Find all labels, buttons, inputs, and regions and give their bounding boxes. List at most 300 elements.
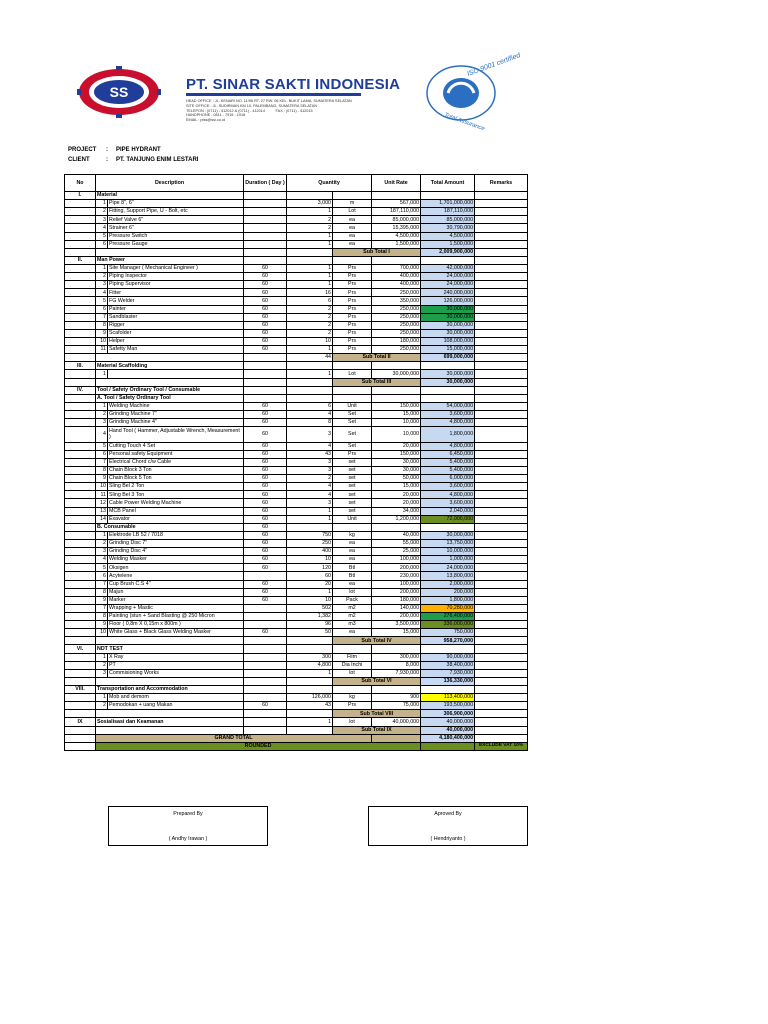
empty-cell [421,256,475,264]
total-amount-cell: 30,000,000 [421,531,475,539]
empty-cell [287,685,333,693]
total-amount-cell: 90,000,000 [421,653,475,661]
remarks-cell [475,305,528,313]
unit-rate-cell: 15,000 [372,410,421,418]
subtotal-label: Sub Total VIII [333,710,421,718]
unit-cell: Lot [333,370,372,378]
total-amount-cell: 30,790,000 [421,224,475,232]
section-number: III. [65,362,96,370]
unit-cell: m2 [333,604,372,612]
empty-cell [65,637,96,645]
duration-cell: 60 [244,442,287,450]
duration-cell: 60 [244,289,287,297]
empty-cell [372,362,421,370]
subtotal-amount: 2,009,900,000 [421,248,475,256]
total-amount-cell: 38,400,000 [421,661,475,669]
quantity-cell: 10 [287,596,333,604]
empty-cell [65,669,96,677]
remarks-cell [475,694,528,702]
unit-cell: Prs [333,281,372,289]
quantity-cell: 16 [287,289,333,297]
duration-cell: 60 [244,702,287,710]
empty-cell [65,539,96,547]
empty-cell [65,572,96,580]
quantity-cell: 1 [287,346,333,354]
duration-cell: 60 [244,346,287,354]
quantity-cell: 44 [287,354,333,362]
duration-cell [244,232,287,240]
item-number: 4 [96,289,108,297]
remarks-cell [475,458,528,466]
total-amount-cell: 1,500,000 [421,240,475,248]
empty-cell [333,386,372,394]
unit-cell: Dia Inchi [333,661,372,669]
empty-cell [65,629,96,637]
line-item-row [65,419,528,427]
line-item-row [65,702,528,710]
header-no: No [65,175,96,192]
item-description: Marker [108,596,244,604]
item-description: Pressure Gauge [108,240,244,248]
remarks-cell [475,346,528,354]
empty-cell [287,394,333,402]
empty-cell [65,621,96,629]
line-item-row [65,402,528,410]
remarks-cell [475,661,528,669]
total-amount-cell: 6,450,000 [421,450,475,458]
item-description: Cable Power Welding Machine [108,499,244,507]
unit-rate-cell: 3,500,000 [372,621,421,629]
item-number: 2 [96,661,108,669]
empty-cell [65,726,96,734]
empty-cell [287,192,333,200]
unit-cell: lot [333,588,372,596]
total-amount-cell: 1,800,000 [421,427,475,443]
subtotal-amount: 30,000,000 [421,378,475,386]
remarks-cell [475,507,528,515]
total-amount-cell: 2,000,000 [421,580,475,588]
grand-total-label: GRAND TOTAL [96,734,372,742]
unit-rate-cell: 250,000 [372,321,421,329]
duration-cell: 60 [244,273,287,281]
header-description: Description [96,175,244,192]
total-amount-cell: 3,600,000 [421,499,475,507]
unit-cell: Prs [333,337,372,345]
unit-cell: Prs [333,305,372,313]
item-number: 10 [96,337,108,345]
item-number: 3 [96,548,108,556]
line-item-row [65,305,528,313]
empty-cell [65,232,96,240]
item-description: Grinding Machine 7" [108,410,244,418]
address-line: HANDPHONE : 0811 - 7915 - 1918 [186,113,246,118]
unit-cell: ea [333,556,372,564]
line-item-row [65,224,528,232]
remarks-cell [475,710,528,718]
total-amount-cell: 336,000,000 [421,621,475,629]
duration-cell: 60 [244,475,287,483]
unit-rate-cell: 567,000 [372,200,421,208]
duration-cell [244,694,287,702]
quantity-cell [287,378,333,386]
unit-rate-cell: 30,000 [372,467,421,475]
unit-rate-cell: 10,000 [372,427,421,443]
duration-cell: 60 [244,491,287,499]
item-number: 4 [96,427,108,443]
section-title: Material [96,192,244,200]
item-description: Helper [108,337,244,345]
duration-cell: 60 [244,548,287,556]
grand-total-amount: 4,180,400,000 [421,734,475,742]
item-number: 7 [96,458,108,466]
empty-cell [287,256,333,264]
section-row [65,362,528,370]
unit-cell: ea [333,232,372,240]
unit-cell: set [333,507,372,515]
item-number: 6 [96,305,108,313]
subtotal-row [65,710,528,718]
item-description: Sandblaster [108,313,244,321]
line-item-row [65,264,528,272]
item-number: 8 [96,588,108,596]
item-number: 5 [96,442,108,450]
unit-rate-cell: 30,000,000 [372,370,421,378]
remarks-cell [475,442,528,450]
total-amount-cell: 193,500,000 [421,702,475,710]
item-description: Site Manager ( Mechanical Engineer ) [108,264,244,272]
section-number: VIII. [65,685,96,693]
item-description: Piping Inspector [108,273,244,281]
item-number: 1 [96,694,108,702]
unit-cell: ea [333,580,372,588]
empty-cell [65,273,96,281]
empty-cell [65,313,96,321]
unit-cell: m3 [333,621,372,629]
duration-cell: 60 [244,450,287,458]
line-item-row [65,694,528,702]
empty-cell [244,685,287,693]
line-item-row [65,580,528,588]
remarks-cell [475,313,528,321]
item-number: 2 [96,539,108,547]
duration-cell: 60 [244,523,287,531]
subtotal-label: Sub Total III [333,378,421,386]
unit-cell: kg [333,694,372,702]
duration-cell: 60 [244,297,287,305]
remarks-cell [475,224,528,232]
remarks-cell [475,450,528,458]
unit-rate-cell: 187,110,000 [372,208,421,216]
item-number: 4 [96,224,108,232]
duration-cell [244,208,287,216]
remarks-cell [475,321,528,329]
item-description: Painter [108,305,244,313]
item-number: 3 [96,281,108,289]
remarks-cell [475,329,528,337]
total-amount-cell: 200,000 [421,588,475,596]
prepared-by-name: ( Andhy Irawan ) [168,836,208,842]
item-number: 12 [96,499,108,507]
item-number: 3 [96,419,108,427]
empty-cell [421,386,475,394]
quantity-cell: 2 [287,475,333,483]
client-line: CLIENT : PT. TANJUNG ENIM LESTARI [68,157,199,163]
project-line: PROJECT : PIPE HYDRANT [68,147,161,153]
unit-cell: set [333,491,372,499]
empty-cell [65,200,96,208]
remarks-cell [475,572,528,580]
section-title: Man Power [96,256,244,264]
approved-by-box [368,806,528,846]
line-item-row [65,410,528,418]
unit-cell: Film [333,653,372,661]
quantity-cell: 43 [287,702,333,710]
unit-cell: Prs [333,346,372,354]
empty-cell [475,685,528,693]
iso-certification-badge [420,52,522,133]
remarks-cell [475,531,528,539]
remarks-cell [475,564,528,572]
remarks-cell [475,621,528,629]
unit-cell: ea [333,539,372,547]
unit-rate-cell: 400,000 [372,281,421,289]
empty-cell [65,491,96,499]
item-description: Relief Valve 6" [108,216,244,224]
unit-rate-cell: 20,000 [372,491,421,499]
item-description: Majun [108,588,244,596]
quantity-cell: 1 [287,281,333,289]
duration-cell: 60 [244,321,287,329]
empty-cell [65,653,96,661]
remarks-cell [475,467,528,475]
unit-cell: set [333,475,372,483]
remarks-cell [475,499,528,507]
quantity-cell: 1 [287,232,333,240]
unit-cell: Prs [333,450,372,458]
unit-cell: ea [333,240,372,248]
item-number: 1 [96,200,108,208]
total-amount-cell: 3,600,000 [421,410,475,418]
empty-cell [287,645,333,653]
iso-text: ISO 9001 certified [466,52,522,78]
unit-cell: Btl [333,572,372,580]
empty-cell [65,354,96,362]
item-description: Sling Bel 3 Ton [108,491,244,499]
line-item-row [65,588,528,596]
item-number: 6 [96,240,108,248]
unit-cell: Lot [333,208,372,216]
unit-rate-cell: 10,000 [372,419,421,427]
item-number: 1 [96,370,108,378]
unit-rate-cell: 100,000 [372,580,421,588]
total-amount-cell: 10,000,000 [421,548,475,556]
line-item-row [65,653,528,661]
remarks-cell [475,604,528,612]
empty-cell [65,216,96,224]
remarks-cell [475,629,528,637]
item-number: 2 [96,702,108,710]
total-amount-cell: 2,040,000 [421,507,475,515]
quantity-cell: 3,000 [287,200,333,208]
empty-cell [421,685,475,693]
item-description: Grinding Disc 4" [108,548,244,556]
empty-cell [65,394,96,402]
unit-cell: Btl [333,564,372,572]
unit-rate-cell: 400,000 [372,273,421,281]
unit-rate-cell: 20,000 [372,442,421,450]
line-item-row [65,427,528,443]
unit-cell: ea [333,548,372,556]
remarks-cell [475,726,528,734]
subtotal-row [65,354,528,362]
unit-rate-cell: 300,000 [372,653,421,661]
total-amount-cell: 24,000,000 [421,564,475,572]
item-number: 8 [96,321,108,329]
empty-cell [475,192,528,200]
item-description: Commisioning Works [108,669,244,677]
item-description: Oksigen [108,564,244,572]
duration-cell: 60 [244,427,287,443]
unit-rate-cell: 250,000 [372,289,421,297]
unit-rate-cell: 250,000 [372,329,421,337]
remarks-cell [475,491,528,499]
empty-cell [96,710,244,718]
empty-cell [65,556,96,564]
empty-cell [65,702,96,710]
client-value: PT. TANJUNG ENIM LESTARI [116,157,199,163]
line-item-row [65,661,528,669]
line-item-row [65,289,528,297]
empty-cell [421,523,475,531]
empty-cell [96,637,244,645]
item-description: Exavator [108,515,244,523]
empty-cell [96,354,244,362]
unit-cell: Unit [333,515,372,523]
empty-cell [333,685,372,693]
unit-cell: set [333,499,372,507]
item-number: 9 [96,621,108,629]
line-item-row [65,556,528,564]
item-number: 5 [96,297,108,305]
item-description: Chain Block 5 Ton [108,475,244,483]
quantity-cell: 1 [287,370,333,378]
item-description: Pressure Switch [108,232,244,240]
quantity-cell [287,726,333,734]
total-amount-cell: 24,000,000 [421,281,475,289]
empty-cell [244,378,287,386]
empty-cell [65,427,96,443]
quantity-cell: 1 [287,273,333,281]
total-amount-cell: 126,000,000 [421,297,475,305]
line-item-row [65,548,528,556]
empty-cell [475,645,528,653]
remarks-cell [475,419,528,427]
project-value: PIPE HYDRANT [116,147,161,153]
item-number: 8 [96,612,108,620]
header-total-amount: Total Amount [421,175,475,192]
duration-cell: 60 [244,596,287,604]
approved-by-name: ( Hendriyanto ) [430,836,466,842]
total-amount-cell: 15,000,000 [421,346,475,354]
quantity-cell [287,710,333,718]
unit-cell: lot [333,669,372,677]
empty-cell [65,531,96,539]
empty-cell [372,734,421,742]
subtotal-label: Sub Total IX [333,726,421,734]
empty-cell [65,402,96,410]
empty-cell [65,710,96,718]
empty-cell [287,523,333,531]
quantity-cell: 60 [287,572,333,580]
item-description: Hand Tool ( Hammer, Adjustable Wrench, Measurement ) [108,427,244,443]
empty-cell [244,256,287,264]
line-item-row [65,442,528,450]
subtotal-amount: 306,900,000 [421,710,475,718]
line-item-row [65,467,528,475]
line-item-row [65,507,528,515]
empty-cell [244,677,287,685]
total-amount-cell: 187,110,000 [421,208,475,216]
section-number: IX [65,718,96,726]
duration-cell: 60 [244,410,287,418]
remarks-cell [475,718,528,726]
total-amount-cell: 42,000,000 [421,264,475,272]
subsection-row [65,394,528,402]
line-item-row [65,450,528,458]
remarks-cell [475,232,528,240]
empty-cell [65,694,96,702]
quantity-cell: 2 [287,313,333,321]
duration-cell [244,653,287,661]
empty-cell [244,386,287,394]
empty-cell [65,208,96,216]
item-number: 8 [96,467,108,475]
unit-cell: ea [333,629,372,637]
item-description: Welding Machine [108,402,244,410]
empty-cell [372,523,421,531]
total-amount-cell: 54,000,000 [421,402,475,410]
line-item-row [65,612,528,620]
quantity-cell: 300 [287,653,333,661]
line-item-row [65,346,528,354]
duration-cell: 60 [244,467,287,475]
company-underline [186,93,361,96]
quantity-cell: 43 [287,450,333,458]
subsection-title: B. Consumable [96,523,244,531]
remarks-cell [475,402,528,410]
line-item-row [65,313,528,321]
duration-cell: 60 [244,281,287,289]
unit-cell: set [333,483,372,491]
unit-rate-cell: 250,000 [372,313,421,321]
item-number: 6 [96,450,108,458]
item-description: Welding Masker [108,556,244,564]
empty-cell [65,378,96,386]
item-description: Mob and demom [108,694,244,702]
quantity-cell: 120 [287,564,333,572]
item-description: Painting (stun + Sand Blasting @ 250 Micron [108,612,244,620]
total-amount-cell: 1,800,000 [421,596,475,604]
empty-cell [65,507,96,515]
unit-rate-cell: 7,930,000 [372,669,421,677]
empty-cell [65,661,96,669]
item-description: PT [108,661,244,669]
line-item-row [65,515,528,523]
project-label: PROJECT [68,147,97,153]
item-number: 3 [96,216,108,224]
section-row [65,386,528,394]
header-quantity: Quantity [287,175,372,192]
